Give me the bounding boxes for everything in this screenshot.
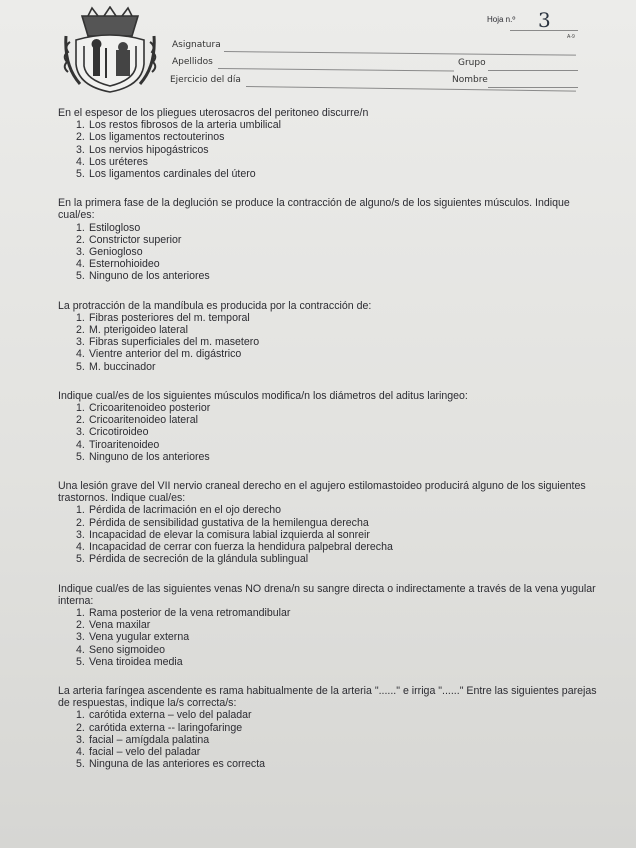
- answer-options: [58, 402, 606, 463]
- surname-label: Apellidos: [172, 57, 213, 67]
- sheet-number-value: 3: [538, 8, 551, 32]
- answer-option[interactable]: 3. Geniogloso: [76, 246, 143, 259]
- name-label: Nombre: [452, 75, 488, 85]
- answer-option[interactable]: 4. facial – velo del paladar: [76, 745, 201, 758]
- answer-option[interactable]: 1. Los restos fibrosos de la arteria umbilical: [76, 119, 281, 132]
- answer-option[interactable]: 2. Vena maxilar: [76, 619, 151, 632]
- question-6: [58, 583, 606, 668]
- answer-option[interactable]: 4. Vientre anterior del m. digástrico: [76, 348, 242, 361]
- answer-option[interactable]: 4. Tiroaritenoideo: [76, 438, 160, 451]
- answer-options: [58, 119, 606, 180]
- answer-option[interactable]: 1. Rama posterior de la vena retromandibular: [76, 606, 291, 619]
- question-2: [58, 197, 606, 282]
- answer-option[interactable]: 4. Esternohioideo: [76, 258, 160, 271]
- answer-option[interactable]: 3. Cricotiroideo: [76, 426, 149, 439]
- answer-option[interactable]: 5. Los ligamentos cardinales del útero: [76, 168, 256, 181]
- answer-options: [58, 504, 606, 565]
- sheet-number-label: Hoja n.º: [487, 15, 516, 24]
- answer-option[interactable]: 3. Vena yugular externa: [76, 631, 190, 644]
- group-field[interactable]: [488, 70, 578, 71]
- question-5: [58, 480, 606, 565]
- answer-option[interactable]: 4. Los uréteres: [76, 155, 148, 168]
- question-text: En el espesor de los pliegues uterosacros del peritoneo discurre/n: [58, 107, 369, 119]
- question-text: La arteria faríngea ascendente es rama habitualmente de la arteria "......" e irriga "......" Entre las siguientes parejas de respuestas, indique la/s correcta/s:: [58, 684, 597, 710]
- sheet-number-line: [510, 30, 578, 31]
- answer-options: [58, 222, 606, 283]
- answer-option[interactable]: 2. Pérdida de sensibilidad gustativa de la hemilengua derecha: [76, 516, 369, 529]
- answer-option[interactable]: 1. Pérdida de lacrimación en el ojo derecho: [76, 504, 281, 517]
- answer-options: [58, 607, 606, 668]
- university-crest-logo: [62, 6, 158, 94]
- question-text: Una lesión grave del VII nervio craneal derecho en el agujero estilomastoideo producirá alguno de los siguientes trastornos. Indique cual/es:: [58, 480, 586, 505]
- exercise-date-label: Ejercicio del día: [170, 75, 241, 85]
- question-list: [58, 107, 606, 787]
- answer-option[interactable]: 2. carótida externa -- laringofaringe: [76, 721, 243, 734]
- answer-option[interactable]: 5. Ninguno de los anteriores: [76, 450, 210, 463]
- subject-label: Asignatura: [172, 40, 221, 50]
- answer-option[interactable]: 2. M. pterigoideo lateral: [76, 324, 188, 337]
- question-text: Indique cual/es de las siguientes venas NO drena/n su sangre directa o indirectamente a través de la vena yugular interna:: [58, 582, 596, 607]
- answer-option[interactable]: 1. Cricoaritenoideo posterior: [76, 402, 211, 415]
- answer-option[interactable]: 2. Cricoaritenoideo lateral: [76, 414, 198, 427]
- answer-option[interactable]: 2. Los ligamentos rectouterinos: [76, 131, 225, 144]
- answer-option[interactable]: 1. Fibras posteriores del m. temporal: [76, 311, 250, 324]
- answer-option[interactable]: 5. Ninguno de los anteriores: [76, 270, 210, 283]
- question-3: [58, 300, 606, 373]
- question-text: En la primera fase de la deglución se produce la contracción de alguno/s de los siguientes músculos. Indique cual/es:: [58, 197, 570, 222]
- answer-option[interactable]: 3. Incapacidad de elevar la comisura labial izquierda al sonreir: [76, 528, 370, 541]
- answer-option[interactable]: 3. Fibras superficiales del m. masetero: [76, 336, 260, 349]
- question-4: [58, 390, 606, 463]
- answer-option[interactable]: 3. Los nervios hipogástricos: [76, 143, 209, 156]
- answer-options: [58, 709, 606, 770]
- question-1: [58, 107, 606, 180]
- subject-field[interactable]: [224, 51, 576, 56]
- answer-option[interactable]: 4. Seno sigmoideo: [76, 643, 165, 656]
- answer-option[interactable]: 3. facial – amígdala palatina: [76, 733, 210, 746]
- sheet-number-subscript: A-9: [567, 34, 575, 40]
- answer-option[interactable]: 2. Constrictor superior: [76, 233, 182, 246]
- answer-option[interactable]: 5. Vena tiroidea media: [76, 655, 183, 668]
- answer-option[interactable]: 5. M. buccinador: [76, 360, 156, 373]
- surname-field[interactable]: [218, 68, 454, 71]
- group-label: Grupo: [458, 58, 486, 68]
- answer-option[interactable]: 1. Estilogloso: [76, 221, 141, 234]
- answer-option[interactable]: 5. Pérdida de secreción de la glándula sublingual: [76, 553, 309, 566]
- answer-option[interactable]: 5. Ninguna de las anteriores es correcta: [76, 758, 266, 771]
- answer-options: [58, 312, 606, 373]
- question-text: La protracción de la mandíbula es producida por la contracción de:: [58, 299, 372, 312]
- question-7: [58, 685, 606, 770]
- name-field[interactable]: [488, 87, 578, 88]
- answer-option[interactable]: 1. carótida externa – velo del paladar: [76, 709, 252, 722]
- answer-option[interactable]: 4. Incapacidad de cerrar con fuerza la hendidura palpebral derecha: [76, 541, 393, 554]
- question-text: Indique cual/es de los siguientes músculos modifica/n los diámetros del aditus laringeo:: [58, 389, 468, 402]
